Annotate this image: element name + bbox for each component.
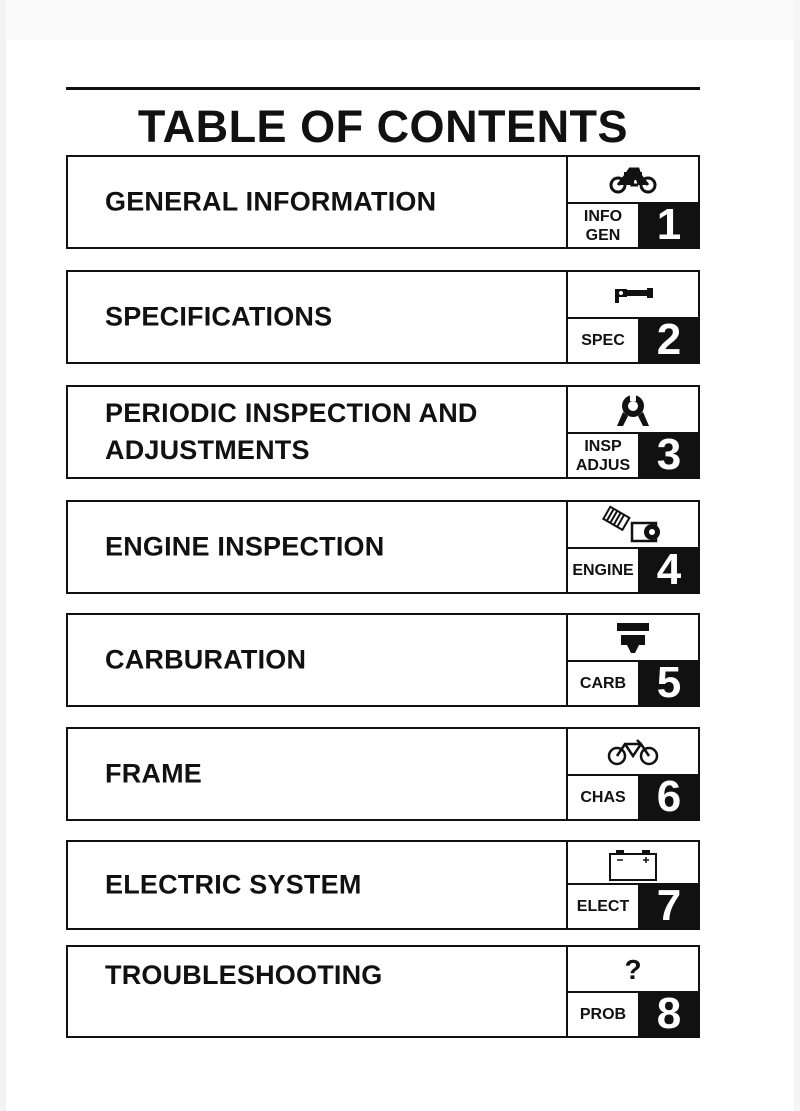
- section-number: 1: [640, 202, 698, 247]
- section-tab[interactable]: [568, 840, 700, 930]
- section-number: 2: [640, 317, 698, 362]
- section-number: 4: [640, 547, 698, 592]
- section-code-line: PROB: [579, 1006, 627, 1023]
- section-code: [568, 317, 640, 362]
- toc-entry-label-box: [66, 613, 568, 707]
- section-code-line: CARB: [579, 675, 627, 692]
- bicycle-frame-icon: [568, 729, 698, 774]
- toc-entry-label: ENGINE INSPECTION: [105, 531, 385, 562]
- section-tab[interactable]: [568, 613, 700, 707]
- section-code: [568, 774, 640, 819]
- section-code-line: GEN: [585, 226, 621, 244]
- section-tab[interactable]: [568, 727, 700, 821]
- section-code: [568, 432, 640, 477]
- question-mark-glyph: ?: [624, 953, 642, 985]
- section-number: 7: [640, 883, 698, 928]
- section-tab[interactable]: [568, 270, 700, 364]
- toc-entry-engine-inspection[interactable]: [66, 500, 700, 594]
- toc-entry-specifications[interactable]: [66, 270, 700, 364]
- section-tab[interactable]: [568, 945, 700, 1038]
- toc-entry-label-box: [66, 840, 568, 930]
- toc-entry-frame[interactable]: [66, 727, 700, 821]
- toc-entry-carburation[interactable]: [66, 613, 700, 707]
- toc-entry-label-box: [66, 155, 568, 249]
- toc-entry-label-box: [66, 727, 568, 821]
- toc-entry-electric-system[interactable]: [66, 840, 700, 930]
- page-top-band: [0, 0, 800, 40]
- section-code: [568, 883, 640, 928]
- torque-wrench-icon: [568, 272, 698, 317]
- title-rule: [66, 87, 700, 90]
- section-code-line: CHAS: [580, 789, 626, 806]
- toc-entry-label-line: ADJUSTMENTS: [105, 435, 310, 465]
- toc-entry-label-box: [66, 385, 568, 479]
- section-code-line: INSP: [584, 437, 622, 455]
- section-code-line: INFO: [583, 207, 623, 225]
- section-code: [568, 660, 640, 705]
- motorcycle-icon: [568, 157, 698, 202]
- toc-entry-label: [105, 395, 478, 469]
- toc-entry-label-box: [66, 270, 568, 364]
- toc-entry-label: FRAME: [105, 758, 202, 789]
- toc-entry-label: TROUBLESHOOTING: [105, 960, 383, 990]
- section-code-line: ADJUS: [575, 456, 631, 474]
- section-number: 3: [640, 432, 698, 477]
- toc-entry-troubleshooting[interactable]: [66, 945, 700, 1038]
- question-mark-icon: [568, 947, 698, 992]
- engine-icon: [568, 502, 698, 547]
- toc-entry-periodic-inspection[interactable]: [66, 385, 700, 479]
- toc-entry-general-information[interactable]: [66, 155, 700, 249]
- section-tab[interactable]: [568, 155, 700, 249]
- section-number: 6: [640, 774, 698, 819]
- section-number: 8: [640, 991, 698, 1036]
- toc-entry-label: ELECTRIC SYSTEM: [105, 869, 362, 900]
- page-edge-right: [794, 0, 800, 1111]
- carburetor-icon: [568, 615, 698, 660]
- toc-entry-label-line: PERIODIC INSPECTION AND: [105, 398, 478, 428]
- section-code: [568, 202, 640, 247]
- wrench-icon: [568, 387, 698, 432]
- toc-entry-label-box: [66, 500, 568, 594]
- section-code-line: ELECT: [576, 898, 630, 915]
- section-code-line: ENGINE: [572, 562, 634, 579]
- section-code: [568, 991, 640, 1036]
- page-title: TABLE OF CONTENTS: [137, 101, 629, 152]
- toc-entry-label-box: [66, 945, 568, 1038]
- toc-entry-label: CARBURATION: [105, 644, 307, 675]
- section-tab[interactable]: [568, 385, 700, 479]
- section-tab[interactable]: [568, 500, 700, 594]
- toc-entry-label: GENERAL INFORMATION: [105, 186, 437, 217]
- toc-entry-label: SPECIFICATIONS: [105, 301, 333, 332]
- section-number: 5: [640, 660, 698, 705]
- section-code: [568, 547, 640, 592]
- page-edge-left: [0, 0, 6, 1111]
- section-code-line: SPEC: [581, 332, 625, 349]
